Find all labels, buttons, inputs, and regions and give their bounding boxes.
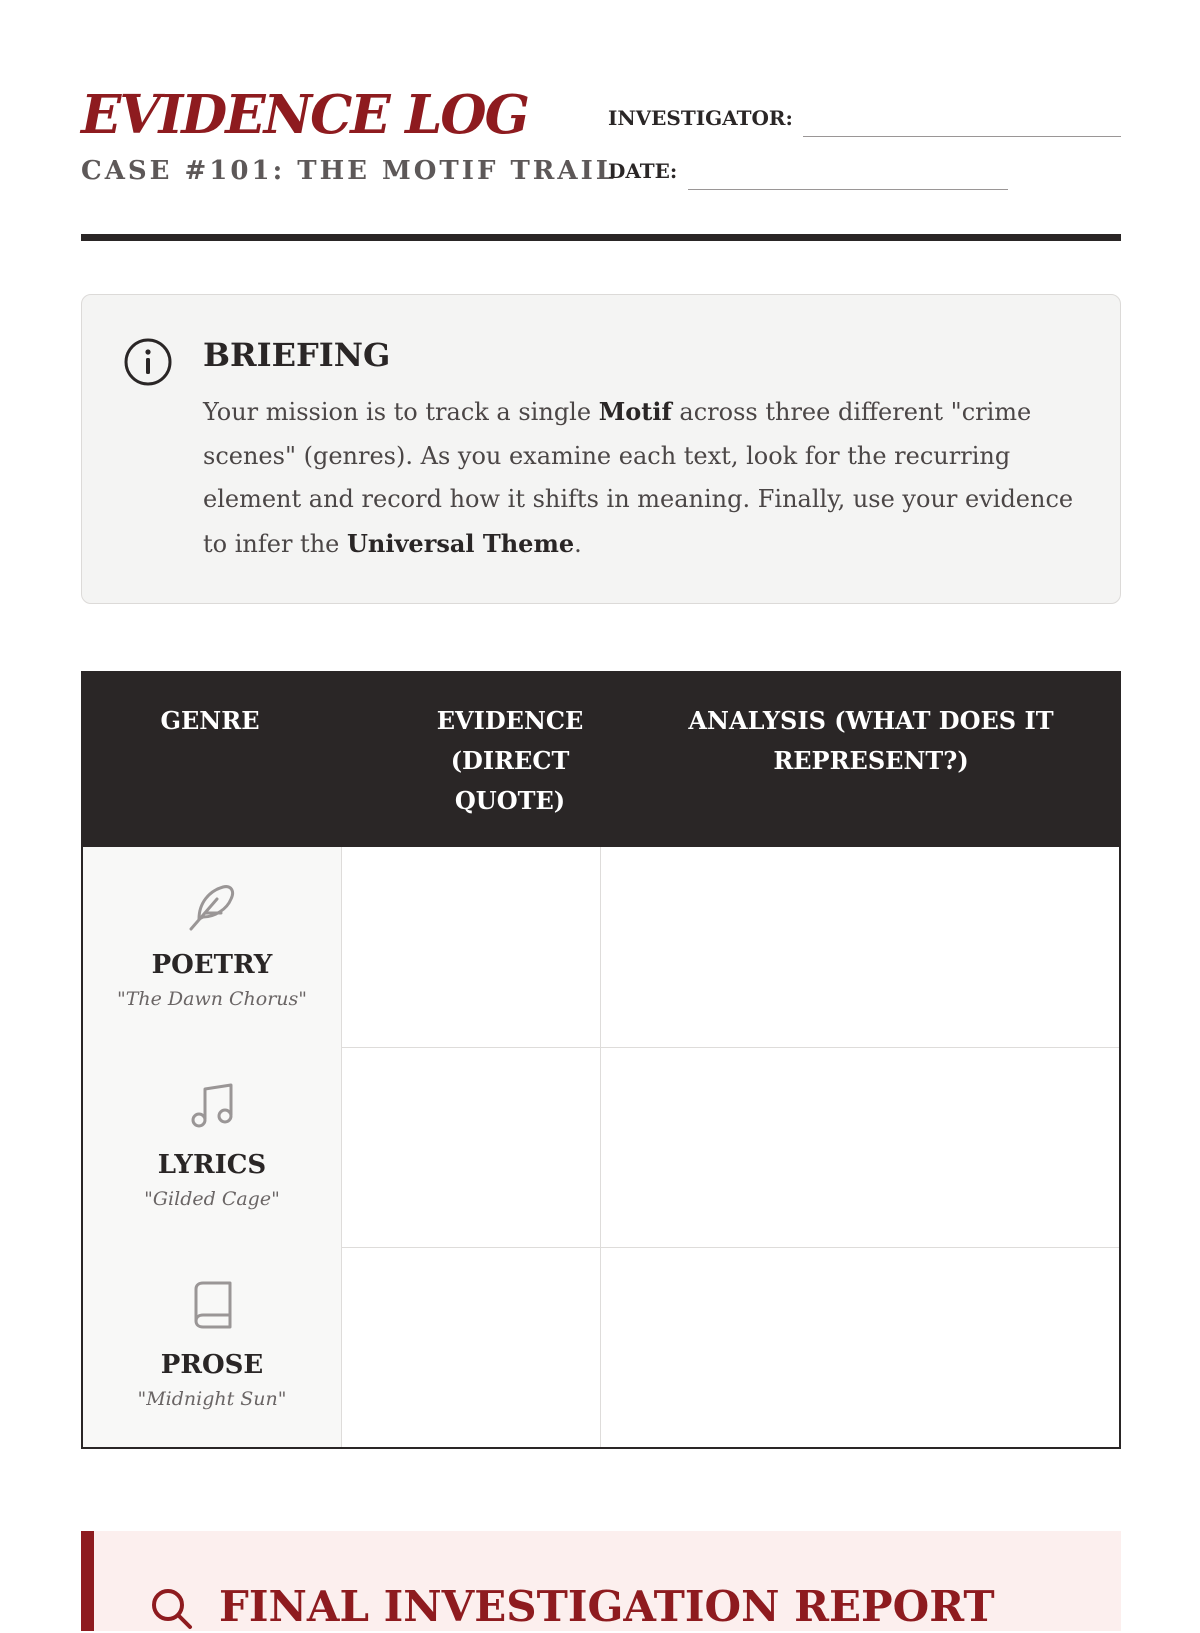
- genre-name: POETRY: [151, 950, 273, 980]
- table-header: [81, 671, 1121, 847]
- genre-cell: [83, 1247, 342, 1447]
- case-subtitle: CASE #101: THE MOTIF TRAIL: [81, 156, 618, 186]
- genre-name: PROSE: [160, 1350, 264, 1380]
- table-body: [81, 847, 1121, 1449]
- motif-term: Motif: [598, 397, 672, 426]
- briefing-box: [81, 294, 1121, 604]
- investigator-field[interactable]: [803, 136, 1121, 137]
- evidence-table: [81, 671, 1121, 1451]
- genre-cell: [83, 1047, 342, 1247]
- final-report-title: FINAL INVESTIGATION REPORT: [219, 1582, 995, 1631]
- table-row: [83, 847, 1119, 1048]
- analysis-cell[interactable]: [601, 847, 1119, 1047]
- universal-theme-term: Universal Theme: [346, 528, 575, 558]
- genre-work-title: "Midnight Sun": [137, 1388, 287, 1410]
- info-icon: [124, 338, 172, 386]
- column-header-genre: GENRE: [160, 706, 260, 735]
- accent-bar: [81, 1531, 94, 1631]
- briefing-title: BRIEFING: [203, 336, 391, 374]
- briefing-text-part: Your mission is to track a single: [203, 398, 599, 426]
- analysis-cell[interactable]: [601, 1247, 1119, 1447]
- music-note-icon: [187, 1079, 239, 1131]
- briefing-text: [203, 390, 1083, 566]
- page-title: EVIDENCE LOG: [81, 84, 528, 146]
- column-header-analysis: ANALYSIS (WHAT DOES IT REPRESENT?): [688, 706, 1054, 775]
- evidence-cell[interactable]: [342, 1247, 601, 1447]
- table-row: [83, 1247, 1119, 1447]
- magnifier-icon: [150, 1587, 194, 1631]
- book-icon: [187, 1279, 239, 1331]
- briefing-text-part: across three different "crime scenes" (genres). As you examine each text, look for the recurring element and record how it shifts in meaning. Finally, use your evidence to infer the: [203, 398, 1074, 558]
- header: [81, 82, 1121, 242]
- date-label: DATE:: [608, 159, 678, 183]
- analysis-cell[interactable]: [601, 1047, 1119, 1247]
- feather-icon: [187, 879, 239, 931]
- genre-work-title: "Gilded Cage": [144, 1188, 280, 1210]
- genre-name: LYRICS: [157, 1150, 267, 1180]
- investigator-label: INVESTIGATOR:: [608, 106, 793, 130]
- date-field[interactable]: [688, 189, 1008, 190]
- header-divider: [81, 234, 1121, 241]
- evidence-cell[interactable]: [342, 1047, 601, 1247]
- table-row: [83, 1047, 1119, 1248]
- evidence-cell[interactable]: [342, 847, 601, 1047]
- genre-cell: [83, 847, 342, 1047]
- briefing-text-part: .: [574, 529, 582, 558]
- final-report-section: [81, 1531, 1121, 1631]
- column-header-evidence: EVIDENCE (DIRECT QUOTE): [436, 706, 584, 815]
- genre-work-title: "The Dawn Chorus": [116, 988, 308, 1010]
